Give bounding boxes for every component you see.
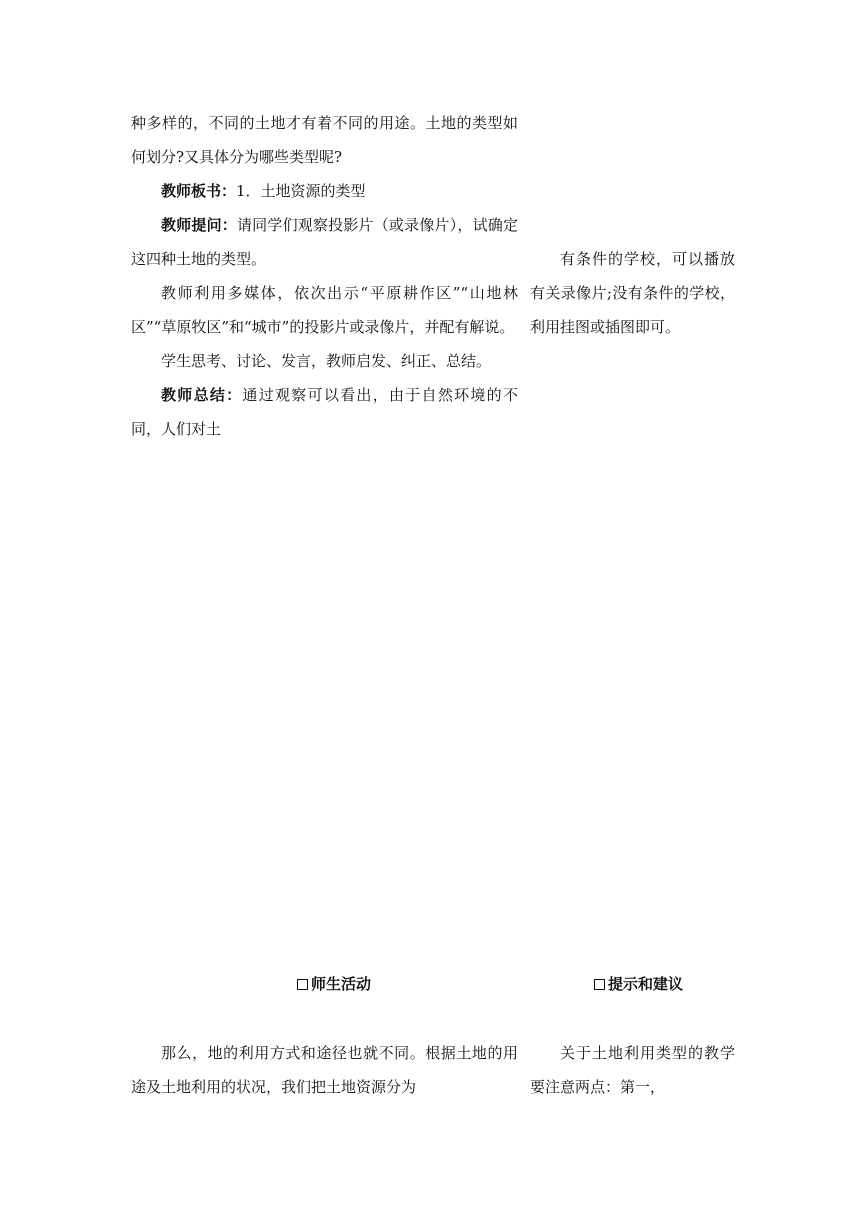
paragraph-land-classification: 那么，地的利用方式和途径也就不同。根据土地的用途及土地利用的状况，我们把土地资源分为: [131, 1044, 518, 1096]
teacher-summary-label: 教师总结：: [161, 386, 243, 404]
teacher-question-text: 请同学们观察投影片（或录像片），试确定这四种土地的类型。: [131, 216, 518, 268]
teacher-blackboard-label: 教师板书：: [161, 182, 237, 200]
heading-teacher-student-activity: [297, 970, 371, 998]
paragraph-video-suggestion: 有条件的学校，可以播放有关录像片;没有条件的学校，利用挂图或插图即可。: [530, 250, 735, 336]
paragraph-land-use-intro: 种多样的，不同的土地才有着不同的用途。土地的类型如何划分?又具体分为哪些类型呢?: [131, 114, 518, 166]
paragraph-teacher-question: [131, 208, 518, 276]
paragraph-student-discussion: 学生思考、讨论、发言，教师启发、纠正、总结。: [161, 352, 492, 370]
teacher-student-activity-column-lower: [131, 1036, 518, 1104]
heading-tips-and-suggestions: [594, 970, 683, 998]
teacher-summary-text: 通过观察可以看出，由于自然环境的不同，人们对土: [131, 386, 518, 438]
teacher-student-activity-column-upper: [131, 106, 518, 446]
teacher-question-label: 教师提问：: [161, 216, 237, 234]
blackboard-text: 1．土地资源的类型: [236, 182, 366, 200]
paragraph-multimedia: 教师利用多媒体，依次出示“平原耕作区”“山地林区”“草原牧区”和“城市”的投影片或录像片，并配有解说。: [131, 284, 518, 336]
paragraph-blackboard-note: [131, 174, 518, 208]
checkbox-square-icon: [594, 979, 605, 990]
suggestion-column-lower: [530, 1036, 735, 1104]
paragraph-teaching-notes: 关于土地利用类型的教学要注意两点：第一，: [530, 1044, 735, 1096]
checkbox-square-icon: [297, 979, 308, 990]
suggestion-column-upper: [530, 242, 735, 344]
heading-left-text: 师生活动: [311, 975, 372, 993]
heading-right-text: 提示和建议: [608, 975, 684, 993]
paragraph-teacher-summary: [131, 378, 518, 446]
